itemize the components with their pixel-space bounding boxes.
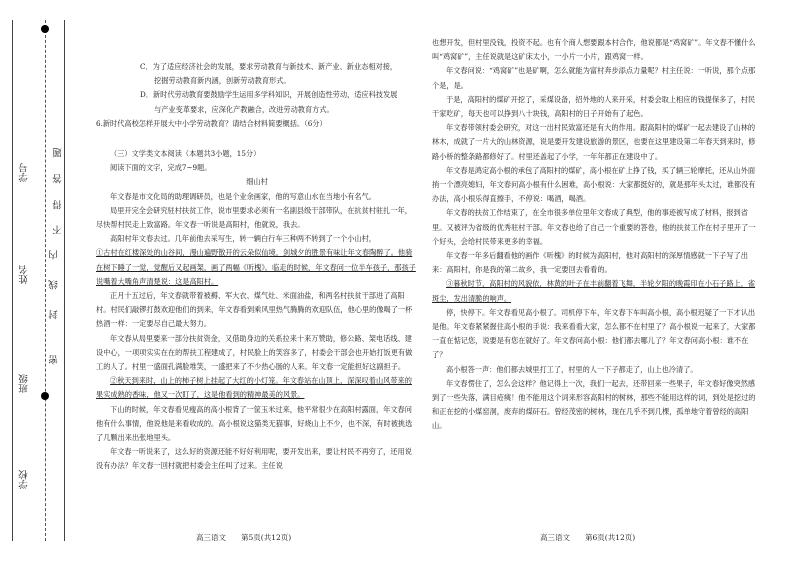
binding-cut-line [45,20,46,541]
seal-char-xian: 线 [49,280,60,290]
binding-hole-top [41,25,49,33]
story-paragraph: 于是，高阳村的煤矿开挖了，采煤设备，招外地的人来开采，村委会取上相应的钱提保多了，村民干家吃矿，每天也可以挣到八十块钱，高阳村的日子开始有了起色。 [432,94,756,119]
story-paragraph: 也想开发，但村里没钱，投资不起。也有个商人想要跟本村合作，他说都是“鸡窝矿”。年文春不懂什么叫“鸡窝矿”，主任说就是这矿床太小，一小片一小片，跟鸡窝一样。 [432,38,756,62]
story-paragraph-underlined: ②秋天到来时，山上的柿子树上挂起了大红的小灯笼。年文春站在山顶上，深深叹着山风带来的果实成熟的香味，他又一次盯了，这是他看到的精神最美的风景。 [96,376,412,400]
story-title: 细山村 [246,177,268,187]
story-paragraph: 年文春从局里要来一部分扶贫资金，又借助身边的关系拉来十来万赞助，修公路、架电话线、建设中心，一项项实实在在的帮扶工程建成了，村民脸上的笑容多了，村委会干部会也开始打饭更有做工的人了。村里一盛面孔满脸堆笑，一盛把来了不少热心肠的人来。年文春一定能担好这副担子。 [96,333,413,372]
story-paragraph: 下山的时候，年文春看见瘦高的高小根背了一筐玉米过来，他平常很少在高阳村露面，年文春问他有什么事情，他说他是来看收成的。高小根说这猫类无猫事，好烧山上不少，也不深，有时被挑选了几颗出来出张地里头。 [96,404,413,443]
option-c-line1: C．为了适应经济社会的发展，要求劳动教育与新技术、新产业、新业态相对接， [140,62,398,71]
reading-instruction: 阅读下面的文字，完成7~9题。 [110,163,212,173]
left-page-footer: 高三语文 第5页(共12页) [196,533,292,542]
story-paragraph: 高阳村年文春去过。几年前他去采写生，转一辆白行车三种两不转到了一个小山村， [110,234,376,244]
binding-hole-bottom [41,392,49,400]
class-label: 班级 [19,374,30,393]
story-paragraph: 局里开完全会研究驻村扶贫工作，说市里要求必须有一名副县级干部带队，在抗贫村驻扎一年，尽快帮村民走上致富路。年文春一听说是高阳村，他就说，我去。 [96,205,412,230]
story-paragraph: 年文春愣住了，怎么会这样？他记得上一次，我们一起去，还带回来一些果子，年文春好像突然感到了一些失落，满目疮痍！他不能用这个词来形容高阳村的树林，那些不能用这样的词，到处是挖过的和正在挖的小煤窑洞，废弃的煤矸石。曾经茂密的树林，现在几乎不到几棵，孤单地守着曾经的高阳山。 [432,378,756,431]
story-paragraph: 年文春带领村委会研究，对这一出村民致富还是有大的作用。跟高阳村的煤矿一起去建设了山林的林木，成就了一片大的山林资源，说是要开发建设旅游的景区，也要在这里建设第二年春天到来时，修路小桥的整条路都修好了。村里还盖起了小学，一年年都正在建设中了。 [432,123,756,161]
story-paragraph: 年文春一年多后翻看他的画作《听槐》的时候为高阳村，他对高阳村的深厚情感就一下子写了出来：高阳村，你是我的第二故乡，我一定要回去看看的。 [432,251,748,275]
seal-char-nei: 内 [49,250,60,260]
right-page-footer: 高三语文 第6页(共12页) [540,533,636,542]
story-paragraph: 正月十五过后，年文春就带着被褥、军大衣、煤气灶、米面油盐，和两名村扶贫干部进了高阳村。村民们敲锣打鼓欢迎他们的到来，年文春看到乘风里热气腾腾的欢迎队伍，他心里的像喝了一杯热酒一样：一定要尽自己最大努力。 [96,291,413,329]
seal-char-mi: 密 [49,355,60,365]
binding-outer-line [12,20,13,541]
warn-char-ti: 题 [53,148,64,158]
left-page [96,60,418,474]
story-paragraph: 停，快停下。年文春看见高小根了。司机停下车，年文春下车叫高小根，高小根迟疑了一下才认出是他。年文春紧紧握住高小根的手说：我来看看大家，怎么都不在村里了？高小根说一起来了，大家都一直在惦记您，说要是有您在就好了。年文春问高小根：他们都去哪儿了？年文春问高小根：谁不在了？ [432,307,756,360]
option-c-line2: 挖掘劳动教育新内涵，创新劳动教育形式。 [154,76,291,86]
school-label: 学校 [19,470,30,489]
story-paragraph-underlined: ①古村在红楼深处的山谷间，漫山遍野散开的云朵似仙境，剑城夕的胜景有味让年文春陶醉了。他骑在树下睡了一觉，觉醒后又起画架，画了两幅《听槐》。临走的时候，年文春问一位半车孩子，那孩子说嘴着大嘴角声清楚说：这是高阳村。 [96,248,416,286]
story-paragraph: 年文春是市文化局的助理调研员，也是个业余画家，他的写意山水在当地小有名气。 [110,191,376,201]
story-paragraph: 年文春的扶贫工作结束了，在全市很多单位里年文春成了典型，他的事迹被写成了材料，报到省里。又被评为省级的优秀驻村干部。年文春也给了自己一个重要的答卷，他的扶贫工作在村子里开了一个好头，会给村民带来更多的幸福。 [432,208,756,246]
option-d-line2: 与产业变革要求，应深化产教融合，改进劳动教育方式。 [154,104,334,114]
right-page [432,36,762,434]
binding-inner-line [64,20,65,541]
student-id-label: 学号 [19,163,30,182]
warn-char-de: 得 [53,200,64,210]
warn-char-da: 答 [53,174,64,184]
name-label: 姓名 [19,265,30,284]
question-6: 6.新时代高校怎样开展大中小学劳动教育？请结合材料简要概括。（6分） [96,118,327,128]
story-paragraph: 年文春一听说来了，这么好的资源还能不好好利用呢，要开发出来，要让村民不再穷了，还用说没有办法？年文春一回村就把村委会主任叫了过来。主任说 [96,447,412,471]
story-paragraph: 年文春是鸿定高小根的承包了高阳村的煤矿，高小根在矿上挣了钱，买了辆三轮摩托，还从山外面捎一个漂亮媳妇，年文春问高小根有什么困难，高小根说：大家都挺好的，就是那年头太过，谁都没有办法，高小根乐得直擦手，不停说：喝酒，喝酒。 [432,165,756,204]
story-paragraph-underlined: ③暮秋时节，高阳村的风貌依，林黄的叶子在丰前翻着飞舞，半轮夕阳的晚霞印在小石子路上，雀斑尘，发出清脆的响声。 [432,279,756,303]
section-heading: （三）文学类文本阅读（本题共3小题，15分） [110,149,261,159]
seal-char-feng: 封 [49,310,60,320]
warn-char-bu: 不 [53,225,64,235]
story-paragraph: 高小根答一声：他们都去城里打工了，村里的人一下子都走了，山上也冷清了。 [446,364,698,374]
binding-margin [0,0,70,561]
story-paragraph: 年文春问说：“鸡窝矿”也是矿啊，怎么就能为富村奔步添点力量呢？村主任说：一听说，那个点那个是，是。 [432,66,756,90]
option-d-line1: D．新时代劳动教育要鼓励学生运用多学科知识，开展创造性劳动，适应科技发展 [140,90,398,100]
